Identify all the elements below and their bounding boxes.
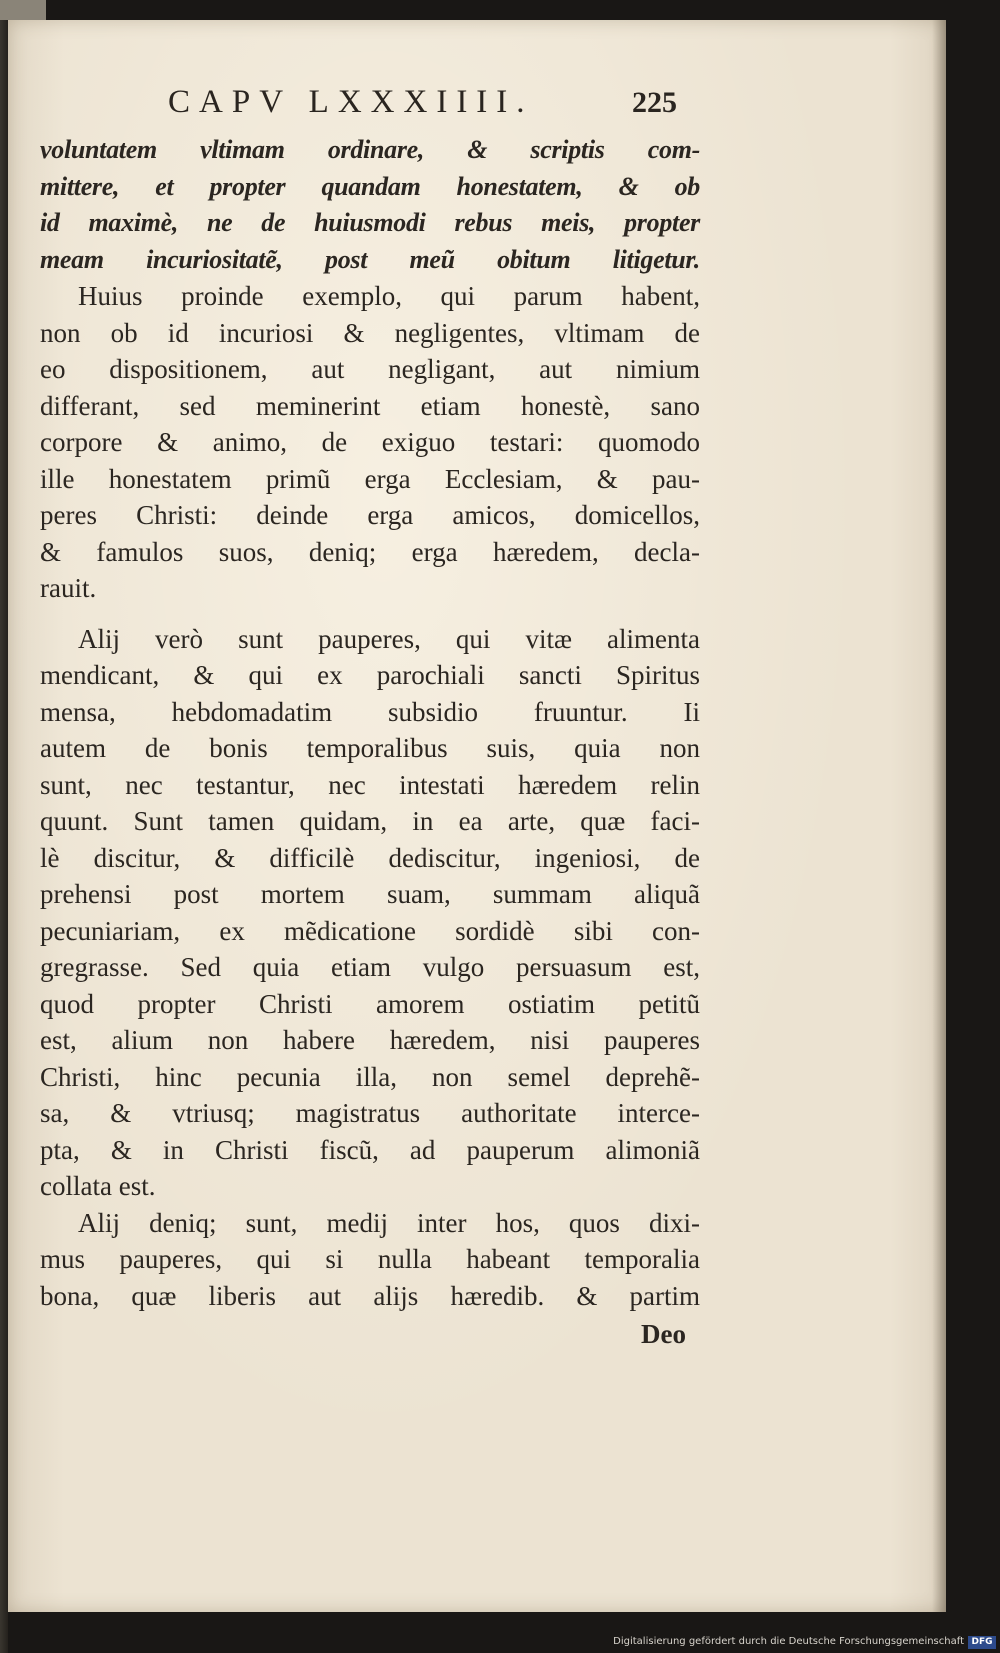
text-line: quunt. Sunt tamen quidam, in ea arte, quæ faci- — [40, 806, 700, 836]
text-line: Alij deniq; sunt, medij inter hos, quos dixi- — [78, 1207, 700, 1238]
page-gutter-shadow — [932, 20, 946, 1612]
text-line: meam incuriositatẽ, post meũ obitum litigetur. — [40, 244, 700, 274]
dfg-logo: DFG — [968, 1636, 996, 1649]
catchword: Deo — [641, 1319, 686, 1349]
text-line: gregrasse. Sed quia etiam vulgo persuasum est, — [40, 952, 700, 982]
text-line: mensa, hebdomadatim subsidio fruuntur. Ii — [40, 696, 700, 727]
book-page — [8, 20, 946, 1612]
text-line: pecuniariam, ex mẽdicatione sordidè sibi con- — [40, 915, 700, 946]
text-line: non ob id incuriosi & negligentes, vltimam de — [40, 317, 700, 348]
text-line: voluntatem vltimam ordinare, & scriptis com- — [40, 135, 700, 164]
text-line: autem de bonis temporalibus suis, quia non — [40, 733, 700, 763]
text-line: differant, sed meminerint etiam honestè, sano — [40, 390, 700, 421]
text-line: peres Christi: deinde erga amicos, domicellos, — [40, 500, 700, 530]
funding-note: Digitalisierung gefördert durch die Deutsche Forschungsgemeinschaft — [613, 1636, 964, 1647]
paragraph-huius-proinde — [40, 278, 700, 607]
text-line: collata est. — [40, 1171, 156, 1201]
text-line: mendicant, & qui ex parochiali sancti Spiritus — [40, 660, 700, 690]
text-line: mus pauperes, qui si nulla habeant temporalia — [40, 1244, 700, 1274]
paragraph-alij-deniq — [40, 1205, 700, 1315]
catchword-row — [40, 1314, 700, 1354]
text-line: Huius proinde exemplo, qui parum habent, — [78, 281, 700, 311]
page-number: 225 — [632, 86, 677, 119]
text-line: eo dispositionem, aut negligant, aut nimium — [40, 354, 700, 384]
chapter-title: CAPV LXXXIIII. — [168, 84, 534, 120]
scan-corner-tab — [0, 0, 46, 20]
running-head — [8, 84, 946, 134]
text-line: & famulos suos, deniq; erga hæredem, decla- — [40, 536, 700, 567]
text-line: prehensi post mortem suam, summam aliquã — [40, 879, 700, 909]
paragraph-alij-vero — [40, 621, 700, 1205]
text-line: sunt, nec testantur, nec intestati hæredem relin — [40, 769, 700, 800]
text-line: lè discitur, & difficilè dediscitur, ingeniosi, de — [40, 842, 700, 873]
text-line: bona, quæ liberis aut alijs hæredib. & partim — [40, 1280, 700, 1311]
text-line: ille honestatem primũ erga Ecclesiam, & pau- — [40, 463, 700, 494]
text-line: sa, & vtriusq; magistratus authoritate interce- — [40, 1098, 700, 1128]
text-block — [40, 132, 700, 1354]
text-line: corpore & animo, de exiguo testari: quomodo — [40, 427, 700, 457]
text-line: pta, & in Christi fiscũ, ad pauperum alimoniã — [40, 1134, 700, 1165]
text-line: Alij verò sunt pauperes, qui vitæ alimenta — [78, 623, 700, 654]
text-line: quod propter Christi amorem ostiatim petitũ — [40, 988, 700, 1019]
paragraph-gap — [40, 607, 700, 621]
text-line: mittere, et propter quandam honestatem, & ob — [40, 171, 700, 201]
text-line: est, alium non habere hæredem, nisi pauperes — [40, 1025, 700, 1055]
text-line: Christi, hinc pecunia illa, non semel deprehẽ- — [40, 1061, 700, 1092]
text-line: id maximè, ne de huiusmodi rebus meis, propter — [40, 208, 700, 237]
text-line: rauit. — [40, 573, 97, 603]
paragraph-italic-testament — [40, 132, 700, 278]
book-spine-edge — [0, 0, 8, 1653]
